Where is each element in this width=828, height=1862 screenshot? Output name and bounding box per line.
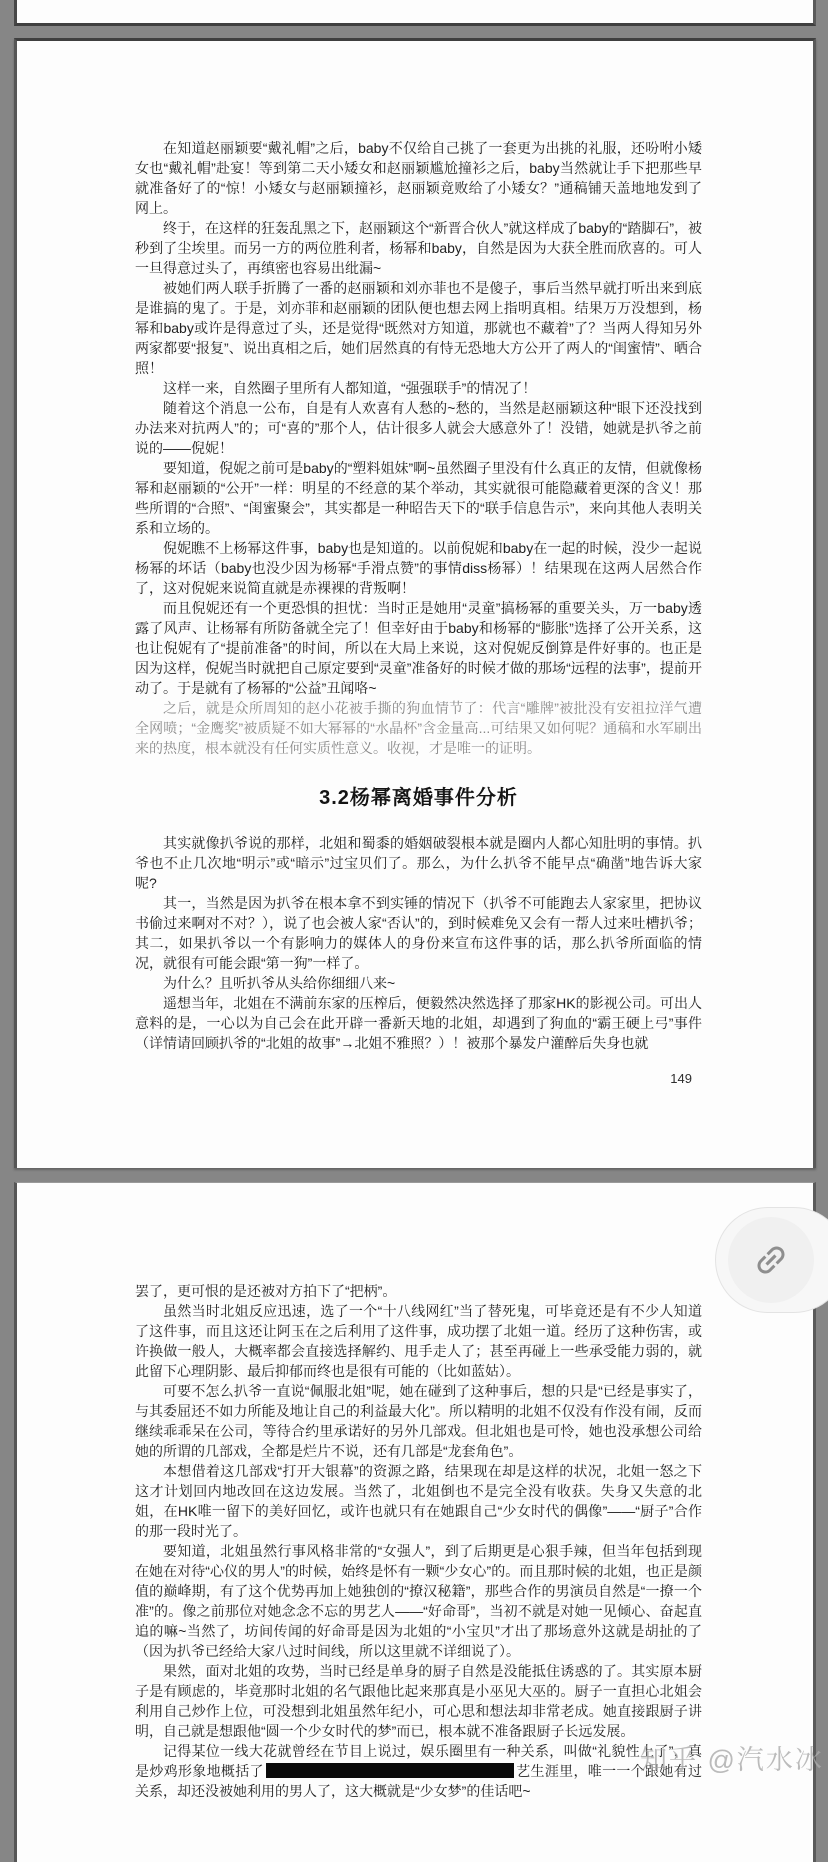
previous-page-bottom-edge xyxy=(14,0,816,26)
page-149-text-column xyxy=(135,138,702,1089)
paragraph: 随着这个消息一公布，自是有人欢喜有人愁的~愁的，当然是赵丽颖这种“眼下还没找到办法来对抗两人”的；可“喜的”那个人，估计很多人就会大感意外了！没错，她就是扒爷之前说的——倪妮！ xyxy=(135,400,702,456)
paragraph: 被她们两人联手折腾了一番的赵丽颖和刘亦菲也不是傻子，事后当然早就打听出来到底是谁搞的鬼了。于是，刘亦菲和赵丽颖的团队便也想去网上指明真相。结果万万没想到，杨幂和baby或许是得意过了头，还是觉得“既然对方知道，那就也不藏着”了？当两人得知另外两家都要“报复”、说出真相之后，她们居然真的有恃无恐地大方公开了两人的“闺蜜情”、晒合照！ xyxy=(135,280,702,376)
paragraph: 倪妮瞧不上杨幂这件事，baby也是知道的。以前倪妮和baby在一起的时候，没少一起说杨幂的坏话（baby也没少因为杨幂“手滑点赞”的事情diss杨幂）！结果现在这两人居然合作了，这对倪妮来说简直就是赤裸裸的背叛啊！ xyxy=(135,540,702,596)
paragraph: 要知道，倪妮之前可是baby的“塑料姐妹”啊~虽然圈子里没有什么真正的友情，但就像杨幂和赵丽颖的“公开”一样：明星的不经意的某个举动，其实就很可能隐藏着更深的含义！那些所谓的“合照”、“闺蜜聚会”，其实都是一种昭告天下的“联手信息告示”，来向其他人表明关系和立场的。 xyxy=(135,460,702,536)
document-page-149 xyxy=(14,38,816,1168)
paragraph: 其实就像扒爷说的那样，北姐和蜀黍的婚姻破裂根本就是圈内人都心知肚明的事情。扒爷也不止几次地“明示”或“暗示”过宝贝们了。那么，为什么扒爷不能早点“确凿”地告诉大家呢? xyxy=(135,835,702,891)
share-link-button[interactable] xyxy=(715,1207,828,1313)
paragraph-quoted-gray: 之后，就是众所周知的赵小花被手撕的狗血情节了：代言“雕牌”被批没有安祖拉洋气遭全网喷；“金鹰奖”被质疑不如大幂幂的“水晶杯”含金量高...可结果又如何呢？通稿和水军刷出来的热度，根本就没有任何实质性意义。收视，才是唯一的证明。 xyxy=(135,700,702,756)
paragraph: 而且倪妮还有一个更恐惧的担忧：当时正是她用“灵童”搞杨幂的重要关头，万一baby透露了风声、让杨幂有所防备就全完了！但幸好由于baby和杨幂的“膨胀”选择了公开关系，这也让倪妮有了“提前准备”的时间，所以在大局上来说，这对倪妮反倒算是件好事的。也正是因为这样，倪妮当时就把自己原定要到“灵童”准备好的时候才做的那场“远程的法事”，提前开动了。于是就有了杨幂的“公益”丑闻咯~ xyxy=(135,600,702,696)
page-150-text-column xyxy=(135,1281,702,1801)
redacted-paragraph-after: 艺生涯里，唯一一个跟她有过关系，却还没被她利用的男人了，这大概就是“少女梦”的佳话吧~ xyxy=(135,1763,703,1799)
paragraph: 这样一来，自然圈子里所有人都知道，“强强联手”的情况了！ xyxy=(163,380,537,396)
paragraph: 虽然当时北姐反应迅速，选了一个“十八线网红”当了替死鬼，可毕竟还是有不少人知道了这件事，而且这还让阿玉在之后利用了这件事，成功摆了北姐一道。经历了这种伤害，或许换做一般人，大概率都会直接选择解约、甩手走人了；甚至再碰上一些承受能力弱的，就此留下心理阴影、最后抑郁而终也是很有可能的（比如蓝姑）。 xyxy=(135,1303,702,1379)
paragraph: 在知道赵丽颖要“戴礼帽”之后，baby不仅给自己挑了一套更为出挑的礼服，还吩咐小矮女也“戴礼帽”赴宴！等到第二天小矮女和赵丽颖尴尬撞衫之后，baby当然就让手下把那些早就准备好了的“惊！小矮女与赵丽颖撞衫，赵丽颖竟败给了小矮女？”通稿铺天盖地地发到了网上。 xyxy=(135,140,702,216)
paragraph: 终于，在这样的狂轰乱黑之下，赵丽颖这个“新晋合伙人”就这样成了baby的“踏脚石”，被秒到了尘埃里。而另一方的两位胜利者，杨幂和baby，自然是因为大获全胜而欣喜的。可人一旦得意过头了，再缜密也容易出纰漏~ xyxy=(135,220,703,276)
paragraph: 可要不怎么扒爷一直说“佩服北姐”呢，她在碰到了这种事后，想的只是“已经是事实了，与其委屈还不如力所能及地让自己的利益最大化”。所以精明的北姐不仅没有作没有闹，反而继续乖乖呆在公司，等待合约里承诺好的另外几部戏。但北姐也是可怜，她也没承想公司给她的所谓的几部戏，全都是烂片不说，还有几部是“龙套角色”。 xyxy=(135,1383,702,1459)
page-number: 149 xyxy=(670,1071,692,1086)
paragraph: 其一，当然是因为扒爷在根本拿不到实锤的情况下（扒爷不可能跑去人家家里，把协议书偷过来啊对不对？），说了也会被人家“否认”的，到时候难免又会有一帮人过来吐槽扒爷；其二，如果扒爷以一个有影响力的媒体人的身份来宣布这件事的话，那么扒爷所面临的情况，就很有可能会跟“第一狗”一样了。 xyxy=(135,895,702,971)
zhihu-user-watermark: 知乎 @汽水冰 xyxy=(640,1745,824,1775)
paragraph-with-redaction xyxy=(135,1741,702,1801)
paragraph: 遥想当年，北姐在不满前东家的压榨后，便毅然决然选择了那家HK的影视公司。可出人意料的是，一心以为自己会在此开辟一番新天地的北姐，却遇到了狗血的“霸王硬上弓”事件（详情请回顾扒爷的“北姐的故事”→北姐不雅照？）！被那个暴发户灌醉后失身也就 xyxy=(135,995,702,1051)
paragraph: 要知道，北姐虽然行事风格非常的“女强人”，到了后期更是心狠手辣，但当年包括到现在她在对待“心仪的男人”的时候，始终是怀有一颗“少女心”的。而且那时候的北姐，也正是颜值的巅峰期，有了这个优势再加上她独创的“撩汉秘籍”，那些合作的男演员自然是“一撩一个准”的。像之前那位对她念念不忘的男艺人——“好命哥”，当初不就是对她一见倾心、奋起直追的嘛~当然了，坊间传闻的好命哥是因为北姐的“小宝贝”才出了那场意外这就是胡扯的了（因为扒爷已经给大家八过时间线，所以这里就不详细说了）。 xyxy=(135,1543,702,1659)
paragraph: 本想借着这几部戏“打开大银幕”的资源之路，结果现在却是这样的状况，北姐一怒之下这才计划回内地改回在这边发展。当然了，北姐倒也不是完全没有收获。失身又失意的北姐，在HK唯一留下的美好回忆，或许也就只有在她跟自己“少女时代的偶像”——“厨子”合作的那一段时光了。 xyxy=(135,1463,702,1539)
paragraph-continuation: 罢了，更可恨的是还被对方拍下了“把柄”。 xyxy=(135,1283,397,1299)
redacted-paragraph-before: 记得某位一线大花就曾经在节目上说过，娱乐圈里有一种关系，叫做“礼貌性上了”，真是炒鸡形象地概括了 xyxy=(135,1743,702,1779)
paragraph: 果然，面对北姐的攻势，当时已经是单身的厨子自然是没能抵住诱惑的了。其实原本厨子是有顾虑的，毕竟那时北姐的名气跟他比起来那真是小巫见大巫的。厨子一直担心北姐会利用自己炒作上位，可没想到北姐虽然年纪小，可心思和想法却非常老成。她直接跟厨子讲明，自己就是想跟他“圆一个少女时代的梦”而已，根本就不准备跟厨子长远发展。 xyxy=(135,1663,702,1739)
paragraph: 为什么？且听扒爷从头给你细细八来~ xyxy=(163,975,396,991)
section-heading: 3.2杨幂离婚事件分析 xyxy=(319,787,518,809)
redaction-bar xyxy=(266,1763,514,1778)
